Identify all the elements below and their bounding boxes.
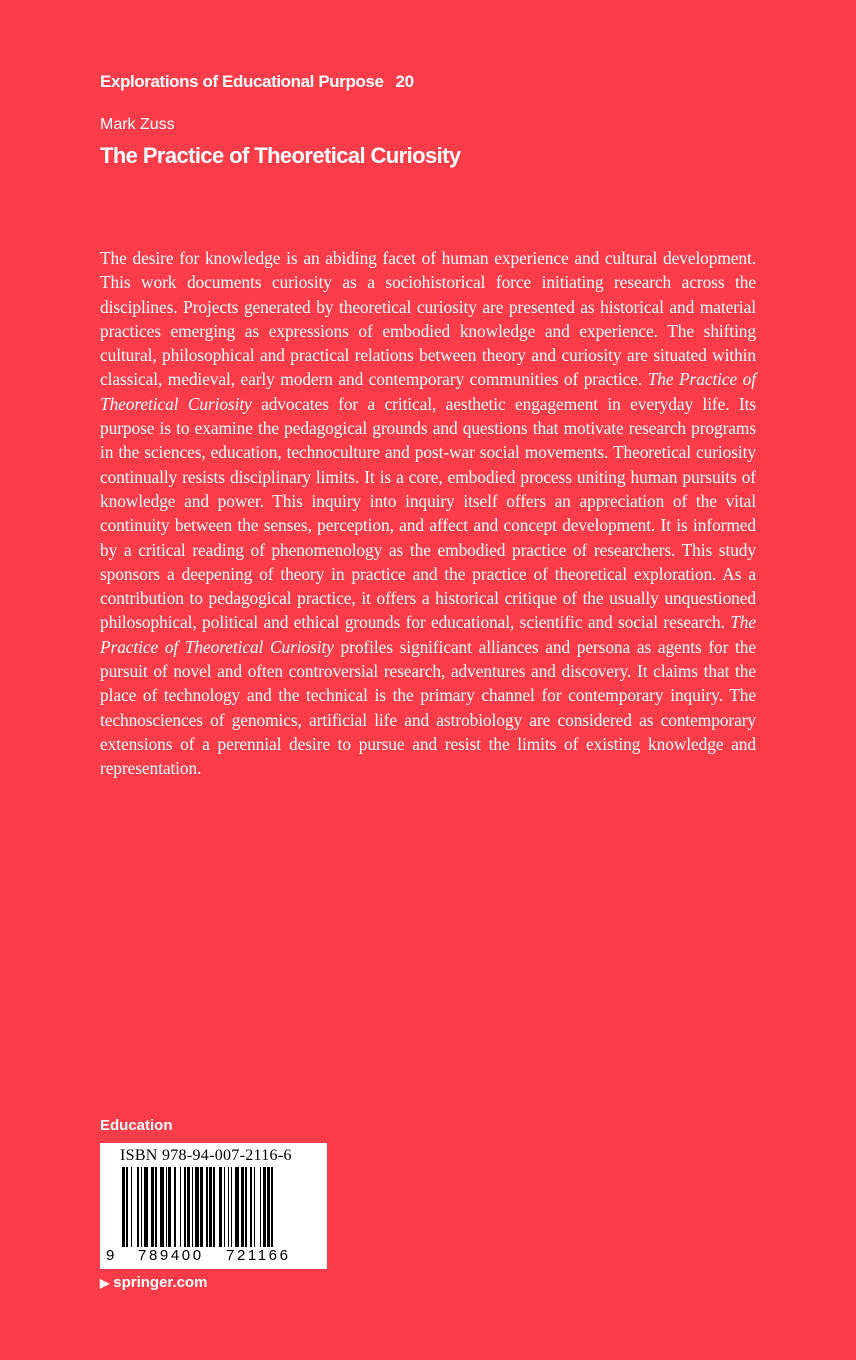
barcode-bar [241,1167,244,1247]
barcode-bar [137,1167,140,1247]
barcode-digits-right: 721166 [226,1247,291,1264]
barcode-bar [245,1167,246,1247]
barcode-bar [180,1167,181,1247]
publisher-link[interactable] [100,1274,207,1291]
barcode-bar [122,1167,125,1247]
barcode-bar [187,1167,190,1247]
barcode-bar [166,1167,167,1247]
barcode-bar [168,1167,171,1247]
series-number: 20 [395,72,414,91]
arrow-right-icon: ▶ [100,1276,110,1290]
barcode-bar [174,1167,175,1247]
barcode-bar [131,1167,132,1247]
series-line [100,72,414,92]
series-name: Explorations of Educational Purpose [100,72,384,91]
barcode-bar [192,1167,193,1247]
barcode-bar [206,1167,207,1247]
author-name: Mark Zuss [100,116,175,133]
barcode-bar [126,1167,127,1247]
barcode-bar [160,1167,164,1247]
barcode-bar [271,1167,272,1247]
barcode-bar [224,1167,225,1247]
barcode-bar [200,1167,203,1247]
blurb-part-3: profiles significant alliances and persona as agents for the pursuit of novel and often controversial research, adventures and discovery. It claims that the place of technology and the technical is the primary channel for contemporary inquiry. The technosciences of genomics, artificial life and astrobiology are considered as contemporary extensions of a perennial desire to pursue and resist the limits of existing knowledge and representation. [100,636,757,779]
barcode-digits-left: 789400 [138,1247,204,1264]
barcode-digit-lead: 9 [106,1247,115,1264]
barcode-bars [122,1167,316,1247]
isbn-barcode [100,1143,327,1269]
blurb-part-1: The desire for knowledge is an abiding facet of human experience and cultural development. This work documents curiosity as a sociohistorical force initiating research across the disciplines. Projects generated by theoretical curiosity are presented as historical and material practices emerging as expressions of embodied knowledge and experience. The shifting cultural, philosophical and practical relations between theory and curiosity are situated within classical, medieval, early modern and contemporary communities of practice. [100,248,756,390]
barcode-bar [254,1167,255,1247]
barcode-bar [267,1167,270,1247]
blurb-italic-title-1: The Practice of Theoretical Curiosity [100,369,757,414]
book-title: The Practice of Theoretical Curiosity [100,143,461,168]
blurb-italic-title-2: The Practice of Theoretical Curiosity [100,612,757,657]
barcode-bar [250,1167,253,1247]
barcode-bar [144,1167,148,1247]
barcode-bar [263,1167,266,1247]
barcode-bar [219,1167,222,1247]
barcode-bar [195,1167,199,1247]
barcode-bar [155,1167,156,1247]
barcode-bar [213,1167,214,1247]
barcode-bar [141,1167,142,1247]
barcode-bar [231,1167,232,1247]
barcode-bar [209,1167,212,1247]
publisher-link-text: springer.com [113,1274,208,1291]
isbn-label: ISBN 978-94-007-2116-6 [120,1147,292,1164]
barcode-bar [228,1167,229,1247]
subject-category: Education [100,1117,173,1134]
barcode-bar [260,1167,261,1247]
back-cover-blurb [100,246,756,781]
barcode-bar [235,1167,239,1247]
blurb-part-2: advocates for a critical, aesthetic engagement in everyday life. Its purpose is to examine the pedagogical grounds and questions that motivate research programs in the sciences, education, technoculture and post-war social movements. Theoretical curiosity continually resists disciplinary limits. It is a core, embodied process uniting human pursuits of knowledge and power. This inquiry into inquiry itself offers an appreciation of the vital continuity between the senses, perception, and affect and concept development. It is informed by a critical reading of phenomenology as the embodied practice of researchers. This study sponsors a deepening of theory in practice and the practice of theoretical exploration. As a contribution to pedagogical practice, it offers a historical critique of the usually unquestioned philosophical, political and ethical grounds for educational, scientific and social research. [100,393,756,633]
barcode-bar [151,1167,154,1247]
barcode-bar [184,1167,185,1247]
